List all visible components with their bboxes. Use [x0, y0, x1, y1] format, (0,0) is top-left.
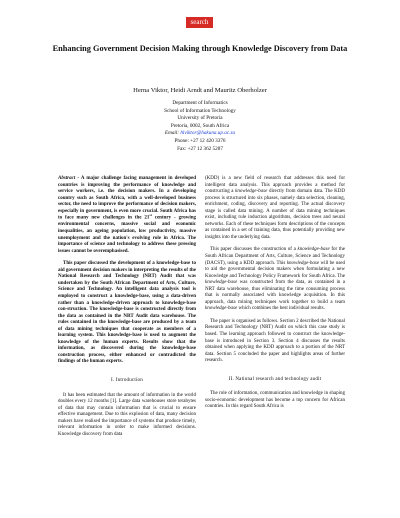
- abstract-text: - A major challenge facing management in developed countries is improving the performance of knowledge and service workers, i.e. the decision makers. In a developing country such as South Africa, with a well-developed business sector, the need to improve the performance of decision makers, especially in government, is even more crucial. South Africa has to face many new challenges in the 21: [58, 176, 196, 221]
- section-heading-nrt-audit: II. National research and technology audit: [228, 376, 322, 382]
- affil-school: School of Information Technology: [164, 107, 236, 114]
- affil-dept: Department of Informatics: [172, 100, 228, 106]
- text-run-italic: knowledge-base: [205, 280, 238, 286]
- text-run: was constructed from the data, as contained in a NRT data warehouse, thus eliminating the time consuming process that is normally associated with knowledge acquisition. In this approach, data mining techniques work together to build a team: [205, 280, 345, 305]
- right-paragraph-3: The paper is organised as follows. Section 2 described the National Research and Technology (NRT) Audit on which this case study is based. The learning approach followed to construct the knowledge-base is introduced in Section 3. Section 4 discusses the results obtained when applying the KDD approach to a portion of the NRT data. Section 5 concluded the paper and highlights areas of further research.: [205, 318, 345, 364]
- text-run-italic: knowledge-base: [286, 260, 320, 266]
- paper-authors: Herna Viktor, Heidi Arndt and Mauritz Oberholzer: [133, 87, 267, 94]
- affil-phone: Phone: +27 12 420 3376: [174, 137, 226, 144]
- email-link[interactable]: hlviktor@hakuna.up.ac.za: [180, 130, 236, 137]
- text-run: directly from domain data. The KDD process is structured into six phases, namely data selection, cleaning, enrichment, coding, discovery and reporting. The actual discovery stage is called data mining. A number of data mining techniques exist, including rule induction algorithms, decision trees and neural networks. Each of these techniques form descriptions of the concepts as contained in a set of training data, thus potentially providing new insights into the underlying data.: [205, 189, 345, 240]
- abstract-paragraph: [58, 176, 196, 255]
- affil-email: [40, 130, 360, 138]
- text-run: will be used to aid the governmental decision makers when formulating a new Knowledge and Technology Policy Framework for South Africa. The: [205, 260, 346, 279]
- text-run: (KDD) is a new field of research that addresses this need for intelligent data analysis. This approach provides a method for constructing a: [205, 176, 345, 195]
- affiliation: [40, 100, 360, 153]
- right-paragraph-4: The role of information, communication and knowledge in shaping socio-economic development has become a top concern for African countries. In this regard South Africa is: [205, 391, 345, 410]
- affil-city: Pretoria, 0002, South Africa: [170, 122, 230, 129]
- affil-university: University of Pretoria: [177, 115, 223, 122]
- email-label: Email:: [164, 130, 180, 137]
- text-run: for the South African Department of Arts, Culture, Science and Technology (DACST), using a KDD approach. This: [205, 247, 345, 266]
- paper-title: Enhancing Government Decision Making through Knowledge Discovery from Data: [52, 44, 348, 53]
- right-column: [205, 176, 345, 417]
- right-paragraph-2: [205, 247, 345, 312]
- text-run: which combines the best individual results.: [237, 306, 325, 312]
- affil-fax: Fax: +27 12 362 5287: [177, 145, 223, 152]
- abstract-paragraph-2: This paper discussed the development of a knowledge-base to aid government decision makers in interpreting the results of the National Research and Technology (NRT) Audit that was undertaken by the South African Department of Arts, Culture, Science and Technology. An intelligent data analysis tool is employed to construct a knowledge-base, using a data-driven rather than a knowledge-driven approach to knowledge-base con-struction. The knowledge-base is constructed directly from the data as contained in the NRT Audit data warehouse. The rules contained in the knowledge-base are produced by a team of data mining techniques that cooperate as members of a learning system. This knowledge-base is used to augment the knowledge of the human experts. Results show that the information, as discovered during the knowledge-base construction process, either enhanced or contradicted the findings of the human experts.: [58, 261, 197, 365]
- right-paragraph-1: [205, 176, 345, 241]
- abstract-text2: century - growing environmental concerns, massive social and economic inequalities, an ageing population, low productivity, massive unemployment and the nation's evolving role in Africa. The importance of science and technology to address these pressing issues cannot be overemphasised.: [58, 215, 196, 254]
- text-run-italic: knowledge-base: [205, 306, 238, 312]
- section-heading-introduction: I. Introduction: [111, 377, 143, 383]
- intro-paragraph: It has been estimated that the amount of information in the world doubles every 12 months [1]. Large data warehouses store terabytes of data that may contain information that is crucial to ensure effective management. Due to this explosion of data, many decision makers have realised the importance of systems that produce timely, relevant information in order to make informed decisions. Knowledge discovery from data: [58, 392, 196, 437]
- abstract-sup: st: [149, 213, 152, 218]
- text-run-italic: knowledge-base: [297, 247, 330, 253]
- abstract-label: Abstract: [58, 176, 76, 181]
- text-run-italic: knowledge-base: [235, 189, 268, 195]
- search-button[interactable]: search: [186, 17, 213, 28]
- text-run: This paper discusses the construction of a: [210, 247, 298, 253]
- left-column: [58, 176, 196, 444]
